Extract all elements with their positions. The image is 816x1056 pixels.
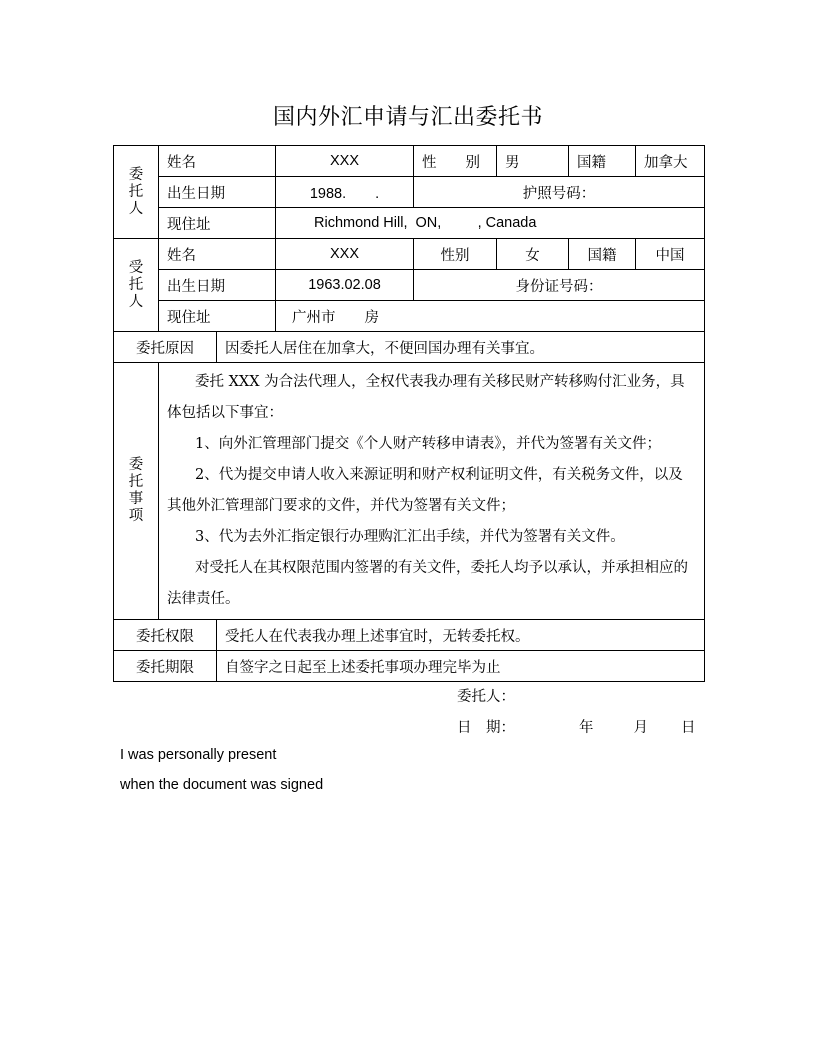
agent-name-row bbox=[114, 239, 705, 270]
principal-nationality-value: 加拿大 bbox=[636, 146, 705, 177]
principal-name-label: 姓名 bbox=[159, 146, 276, 177]
matters-body bbox=[159, 363, 705, 620]
matters-section-label: 委 托 事 项 bbox=[114, 363, 159, 620]
day-label: 日 bbox=[681, 720, 696, 736]
matters-row bbox=[114, 363, 705, 620]
principal-address-value: Richmond Hill, ON, , Canada bbox=[276, 208, 705, 239]
matters-intro: 委托 XXX 为合法代理人，全权代表我办理有关移民财产转移购付汇业务，具体包括以下事宜： bbox=[167, 374, 685, 421]
agent-nationality-label: 国籍 bbox=[569, 239, 636, 270]
matters-item-1: 1、向外汇管理部门提交《个人财产转移申请表》，并代为签署有关文件； bbox=[195, 436, 661, 452]
agent-address-row bbox=[114, 301, 705, 332]
period-label: 委托期限 bbox=[114, 651, 217, 682]
reason-value: 因委托人居住在加拿大，不便回国办理有关事宜。 bbox=[217, 332, 705, 363]
principal-name-row bbox=[114, 146, 705, 177]
principal-signature-label: 委托人： bbox=[457, 689, 515, 705]
principal-section-label: 委 托 人 bbox=[114, 146, 159, 239]
agent-address-value: 广州市 房 bbox=[276, 301, 705, 332]
agent-nationality-value: 中国 bbox=[636, 239, 705, 270]
authority-label: 委托权限 bbox=[114, 620, 217, 651]
principal-dob-label: 出生日期 bbox=[159, 177, 276, 208]
agent-dob-label: 出生日期 bbox=[159, 270, 276, 301]
matters-item-3: 3、代为去外汇指定银行办理购汇汇出手续，并代为签署有关文件。 bbox=[195, 529, 625, 545]
principal-gender-label: 性 别 bbox=[414, 146, 497, 177]
agent-address-label: 现住址 bbox=[159, 301, 276, 332]
month-label: 月 bbox=[633, 720, 648, 736]
document-title: 国内外汇申请与汇出委托书 bbox=[272, 105, 543, 130]
witness-note-line-1: I was personally present bbox=[120, 747, 277, 763]
agent-name-value: XXX bbox=[276, 239, 414, 270]
entrustment-form-table bbox=[113, 145, 705, 682]
principal-passport-label: 护照号码： bbox=[414, 177, 705, 208]
reason-label: 委托原因 bbox=[114, 332, 217, 363]
authority-row bbox=[114, 620, 705, 651]
principal-gender-value: 男 bbox=[497, 146, 569, 177]
agent-dob-value: 1963.02.08 bbox=[276, 270, 414, 301]
matters-item-2: 2、代为提交申请人收入来源证明和财产权利证明文件，有关税务文件，以及其他外汇管理部门要求的文件，并代为签署有关文件； bbox=[167, 467, 683, 514]
period-row bbox=[114, 651, 705, 682]
agent-section-label: 受 托 人 bbox=[114, 239, 159, 332]
reason-row bbox=[114, 332, 705, 363]
matters-closing: 对受托人在其权限范围内签署的有关文件，委托人均予以承认，并承担相应的法律责任。 bbox=[167, 560, 688, 607]
period-value: 自签字之日起至上述委托事项办理完毕为止 bbox=[217, 651, 705, 682]
principal-nationality-label: 国籍 bbox=[569, 146, 636, 177]
principal-dob-row bbox=[114, 177, 705, 208]
agent-gender-value: 女 bbox=[497, 239, 569, 270]
date-label: 日 期： bbox=[457, 720, 515, 736]
principal-name-value: XXX bbox=[276, 146, 414, 177]
principal-address-label: 现住址 bbox=[159, 208, 276, 239]
agent-gender-label: 性别 bbox=[414, 239, 497, 270]
agent-dob-row bbox=[114, 270, 705, 301]
agent-name-label: 姓名 bbox=[159, 239, 276, 270]
witness-note-line-2: when the document was signed bbox=[120, 777, 324, 793]
principal-dob-value: 1988. . bbox=[276, 177, 414, 208]
agent-id-label: 身份证号码： bbox=[414, 270, 705, 301]
authority-value: 受托人在代表我办理上述事宜时，无转委托权。 bbox=[217, 620, 705, 651]
principal-address-row bbox=[114, 208, 705, 239]
signature-date-line bbox=[457, 716, 696, 737]
year-label: 年 bbox=[579, 720, 594, 736]
